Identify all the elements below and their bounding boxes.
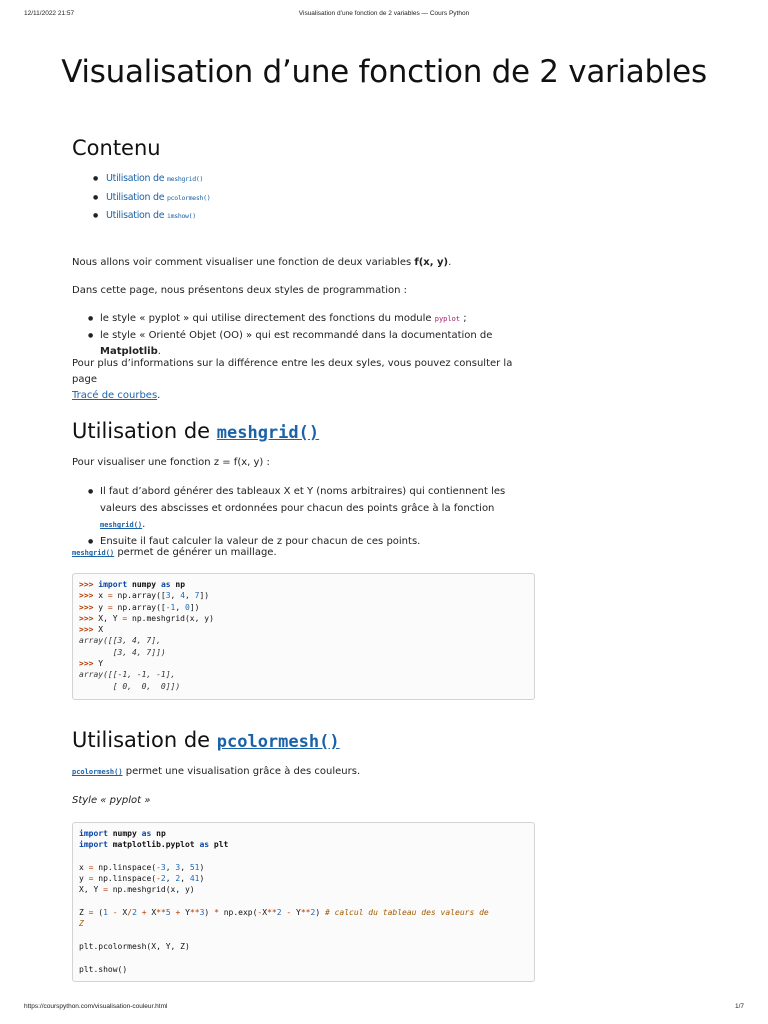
- list-item: ● le style « Orienté Objet (OO) » qui est recommandé dans la documentation de Matplotlib.: [72, 328, 540, 361]
- meshgrid-link[interactable]: meshgrid(): [100, 521, 143, 529]
- section-heading-pcolormesh: Utilisation de pcolormesh(): [72, 728, 340, 752]
- list-item: ● Il faut d’abord générer des tableaux X et Y (noms arbitraires) qui contiennent les valeurs des abscisses et ordonnées pour chacun des points grâce à la fonction meshgrid().: [72, 484, 540, 534]
- table-of-contents: [72, 170, 540, 226]
- toc-heading: Contenu: [72, 136, 161, 160]
- print-url: https://courspython.com/visualisation-couleur.html: [24, 1003, 168, 1010]
- pcolormesh-code-block[interactable]: [72, 822, 535, 982]
- meshgrid-link[interactable]: meshgrid(): [72, 549, 115, 557]
- style-label: Style « pyplot »: [72, 795, 151, 806]
- trace-courbes-link[interactable]: Tracé de courbes: [72, 390, 158, 401]
- pcolormesh-link[interactable]: pcolormesh(): [72, 768, 123, 776]
- intro-paragraph: Nous allons voir comment visualiser une fonction de deux variables f(x, y).: [72, 257, 452, 268]
- print-page-title: Visualisation d’une fonction de 2 variables — Cours Python: [298, 10, 470, 17]
- meshgrid-heading-link[interactable]: meshgrid(): [216, 423, 320, 443]
- info-paragraph: Pour plus d’informations sur la différence entre les deux syles, vous pouvez consulter la page Tracé de courbes.: [72, 358, 513, 401]
- pcolormesh-heading-link[interactable]: pcolormesh(): [216, 732, 340, 752]
- pcolormesh-lead: pcolormesh() permet une visualisation grâce à des couleurs.: [72, 766, 361, 777]
- list-item: ● le style « pyplot » qui utilise directement des fonctions du module pyplot ;: [72, 311, 540, 328]
- toc-item-meshgrid[interactable]: ● Utilisation de meshgrid(): [72, 170, 540, 189]
- styles-list: [72, 311, 540, 361]
- list-item: ● Ensuite il faut calculer la valeur de z pour chacun de ces points.: [72, 534, 540, 551]
- meshgrid-after: meshgrid() permet de générer un maillage.: [72, 547, 277, 558]
- section-heading-meshgrid: Utilisation de meshgrid(): [72, 419, 320, 443]
- meshgrid-code-block[interactable]: [72, 573, 535, 700]
- styles-paragraph: Dans cette page, nous présentons deux styles de programmation :: [72, 285, 407, 296]
- page-title: Visualisation d’une fonction de 2 variables: [61, 54, 707, 90]
- toc-item-imshow[interactable]: ● Utilisation de imshow(): [72, 207, 540, 226]
- code-listing: >>> import numpy as np >>> x = np.array([3, 4, 7]) >>> y = np.array([-1, 0]) >>> X, Y = np.meshgrid(x, y) >>> X array([[3, 4, 7], [3, 4, 7]]) >>> Y array([[-1, -1, -1], [ 0, 0, 0]]): [79, 580, 214, 691]
- toc-item-pcolormesh[interactable]: ● Utilisation de pcolormesh(): [72, 189, 540, 208]
- meshgrid-steps: [72, 484, 540, 550]
- print-page-number: 1/7: [734, 1003, 744, 1010]
- print-datetime: 12/11/2022 21:57: [24, 10, 75, 17]
- meshgrid-lead: Pour visualiser une fonction z = f(x, y) :: [72, 457, 270, 468]
- code-listing: import numpy as np import matplotlib.pyplot as plt x = np.linspace(-3, 3, 51) y = np.linspace(-2, 2, 41) X, Y = np.meshgrid(x, y) Z = (1 - X/2 + X**5 + Y**3) * np.exp(-X**2 - Y**2) # calcul du tableau des valeurs de Z plt.pcolormesh(X, Y, Z) plt.show(): [79, 829, 489, 974]
